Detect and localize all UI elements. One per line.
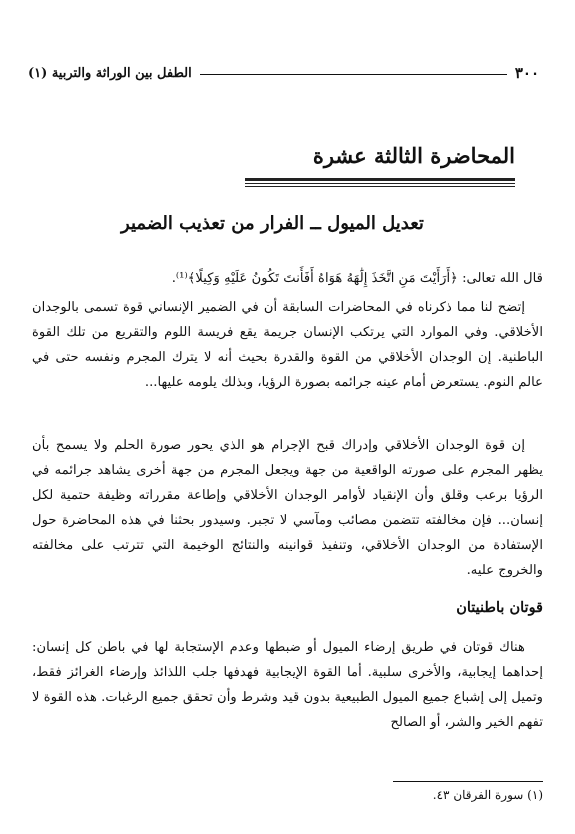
page-number: ٣٠٠ [514,64,539,82]
paragraph: إتضح لنا مما ذكرناه في المحاضرات السابقة أن في الضمير الإنساني قوة تسمى بالوجدان الأخلاقي. وفي الموارد التي يرتكب الإنسان جريمة يقع فريسة اللوم والتقريع من تلك القوة الباطنية. إن الوجدان الأخلاقي من القوة والقدرة بحيث أنه لا يترك المجرم ونفسه حتى في عالم النوم. يستعرض أمام عينه جرائمه بصورة الرؤيا، وبذلك يلومه عليها... [32,300,543,390]
subtitle: تعديل الميول ــ الفرار من تعذيب الضمير [121,213,424,234]
quran-quote: قال الله تعالى: ﴿أَرَأَيْتَ مَنِ اتَّخَذَ إِلَٰهَهُ هَوَاهُ أَفَأَنتَ تَكُونُ عَلَيْهِ وَكِيلًا﴾⁽¹⁾. [171,271,543,286]
lecture-title: المحاضرة الثالثة عشرة [312,143,515,168]
header-rule [200,74,507,75]
footnote-rule [393,781,543,782]
title-rule-thin [245,183,515,184]
title-rule-thick [245,178,515,181]
running-title: الطفل بين الوراثة والتربية (١) [28,65,192,81]
section-heading: قوتان باطنيتان [456,599,543,616]
paragraph: هناك قوتان في طريق إرضاء الميول أو ضبطها وعدم الإستجابة لها في باطن كل إنسان: إحداهما إيجابية، والأخرى سلبية. أما القوة الإيجابية فهدفها جلب اللذائذ وإرضاء الغرائز فقط، وتميل إلى إشباع جميع الميول الطبيعية بدون قيد وشرط وأن تحقق جميع الرغبات. هذه القوة لا تفهم الخير والشر، أو الصالح [32,640,543,730]
running-header [28,64,539,82]
title-rule-thin [245,186,515,187]
footnote: (١) سورة الفرقان ٤٣. [432,788,543,802]
paragraph: إن قوة الوجدان الأخلاقي وإدراك قبح الإجرام هو الذي يحور صورة الحلم ولا يسمح بأن يظهر المجرم على صورته الواقعية من جهة ويجعل المجرم من جهة أخرى يشاهد جرائمه في الرؤيا برعب وقلق وأن الإنقياد لأوامر الوجدان الأخلاقي وإطاعة مقرراته وظيفة حتمية لكل إنسان... فإن مخالفته تتضمن مصائب ومآسي لا تجبر. وسيدور بحثنا في هذه المحاضرة حول الإستفادة من الوجدان الأخلاقي، وتنفيذ قوانينه والنتائج الوخيمة التي تترتب على مخالفته والخروج عليه. [32,438,543,578]
